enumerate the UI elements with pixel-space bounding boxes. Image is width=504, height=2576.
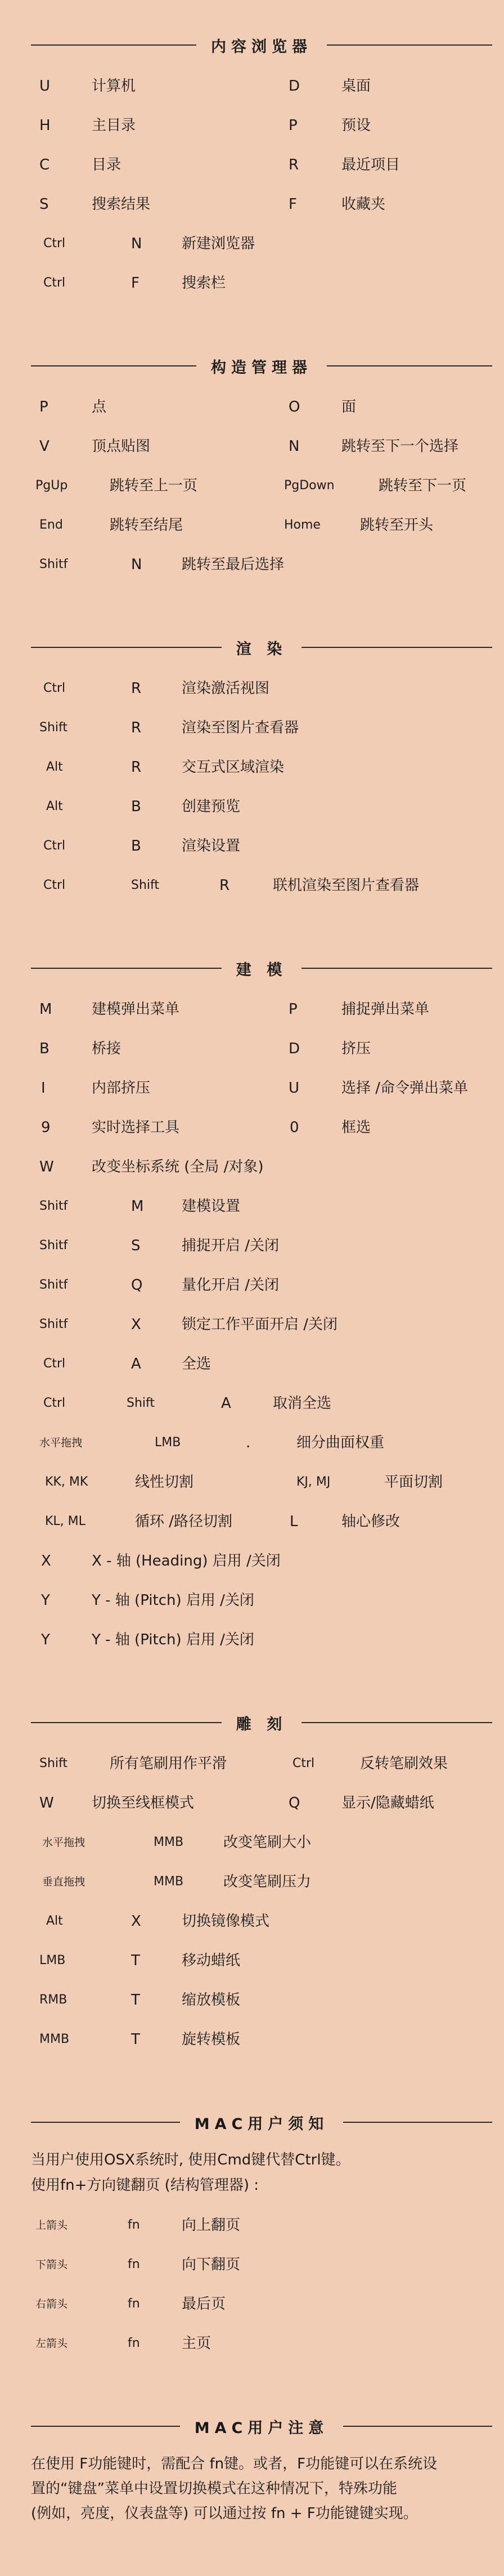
section-header-content-browser [31,31,492,59]
divider-line [343,2122,492,2123]
shortcut-row [0,1390,504,1416]
shortcut-action: 捕捉弹出菜单 [341,1001,430,1018]
divider-line [343,2426,492,2427]
shortcut-key: . [246,1434,251,1451]
shortcut-row [0,1272,504,1298]
shortcut-key: 水平拖拽 [39,1437,83,1449]
shortcut-action: 计算机 [92,78,136,95]
shortcut-action: 改变笔刷大小 [223,1834,312,1851]
shortcut-key: P [289,117,298,134]
shortcut-action: 预设 [341,117,371,134]
shortcut-action: 改变笔刷压力 [223,1873,312,1890]
shortcut-action: 渲染设置 [182,838,241,855]
shortcut-key: Ctrl [43,1357,66,1371]
shortcut-key: P [39,399,48,415]
shortcut-key: R [219,877,230,894]
shortcut-action: 线性切割 [135,1474,194,1491]
shortcut-action: 向上翻页 [182,2217,241,2234]
shortcut-key: Ctrl [43,236,66,251]
divider-line [302,647,492,648]
divider-line [327,44,492,46]
shortcut-key: Shift [39,721,68,735]
divider-line [31,2122,180,2123]
shortcut-action: 最近项目 [341,156,400,173]
shortcut-key: 左箭头 [35,2337,68,2350]
shortcut-key: 上箭头 [35,2219,68,2231]
shortcut-row [0,552,504,578]
shortcut-action: 内部挤压 [92,1080,151,1097]
shortcut-key: Home [284,518,321,532]
shortcut-row [0,833,504,859]
divider-line [31,365,196,366]
section-title: 内容浏览器 [211,38,312,56]
shortcut-key: RMB [39,1993,68,2007]
shortcut-action: 跳转至最后选择 [182,556,285,573]
shortcut-action: 桌面 [341,78,371,95]
shortcut-key: L [290,1513,298,1530]
shortcut-key: 9 [41,1119,51,1136]
shortcut-row [0,113,504,138]
shortcut-key: Shitf [39,557,68,571]
shortcut-row [0,73,504,99]
shortcut-key: R [131,680,142,697]
note-paragraph: 当用户使用OSX系统时, 使用Cmd键代替Ctrl键。 [31,2152,350,2168]
shortcut-action: 改变坐标系统 (全局 /对象) [92,1159,264,1175]
shortcut-row [0,2027,504,2052]
shortcut-action: 切换镜像模式 [182,1913,270,1930]
shortcut-row [0,2252,504,2278]
shortcut-action: 捕捉开启 /关闭 [182,1237,280,1254]
shortcut-action: 面 [341,399,357,415]
shortcut-key: fn [128,2336,140,2350]
shortcut-key: 下箭头 [35,2259,68,2271]
shortcut-row [0,1751,504,1777]
section-title: 渲 染 [236,640,287,658]
shortcut-key: Shift [131,878,160,892]
shortcut-action: 选择 /命令弹出菜单 [341,1080,469,1097]
shortcut-action: 联机渲染至图片查看器 [273,877,420,894]
shortcut-action: 所有笔刷用作平滑 [110,1755,227,1772]
shortcut-key: P [289,1001,298,1018]
shortcut-key: I [41,1080,46,1097]
shortcut-key: Alt [46,1914,63,1928]
shortcut-row [0,270,504,296]
note-paragraph: 在使用 F功能键时，需配合 fn键。或者，F功能键可以在系统设 [31,2456,438,2472]
divider-line [302,1722,492,1723]
shortcut-action: 实时选择工具 [92,1119,180,1136]
shortcut-row [0,152,504,178]
shortcut-key: U [39,78,51,95]
shortcut-action: 点 [92,399,107,415]
shortcut-action: 跳转至上一页 [110,477,198,494]
shortcut-row [0,1830,504,1855]
shortcut-key: Shift [39,1756,68,1770]
shortcut-key: 垂直拖拽 [42,1876,86,1888]
shortcut-key: A [221,1395,231,1412]
divider-line [31,1722,222,1723]
shortcut-action: 全选 [182,1356,212,1372]
shortcut-key: Alt [46,799,63,813]
section-title: 雕 刻 [236,1715,287,1733]
shortcut-key: D [289,1040,300,1057]
shortcut-action: 渲染激活视图 [182,680,270,697]
shortcut-row [0,1869,504,1895]
shortcut-key: fn [128,2218,140,2232]
shortcut-action: 跳转至开头 [360,517,434,534]
shortcut-row [0,676,504,701]
shortcut-key: B [39,1040,50,1057]
shortcut-action: 平面切割 [384,1474,443,1491]
shortcut-key: O [289,399,300,415]
section-header-mac-tips [31,2108,492,2136]
shortcut-row [0,1154,504,1180]
shortcut-key: S [39,196,49,213]
shortcut-action: 主页 [182,2335,212,2352]
shortcut-action: 向下翻页 [182,2256,241,2273]
shortcut-row [0,1430,504,1456]
shortcut-key: Ctrl [43,276,66,290]
shortcut-row [0,1193,504,1219]
shortcut-action: Y - 轴 (Pitch) 启用 /关闭 [92,1631,254,1648]
shortcut-row [0,473,504,499]
shortcut-key: U [289,1080,300,1097]
shortcut-row [0,1312,504,1338]
shortcut-row [0,1351,504,1377]
shortcut-key: M [131,1198,144,1215]
shortcut-action: 渲染至图片查看器 [182,719,299,736]
shortcut-key: F [131,275,140,292]
shortcut-row [0,1509,504,1535]
note-paragraph: 置的“键盘”菜单中设置切换模式在这种情况下，特殊功能 [31,2480,397,2497]
shortcut-key: A [131,1356,141,1372]
shortcut-key: R [131,719,142,736]
shortcut-row [0,1948,504,1974]
shortcut-key: Q [289,1795,300,1812]
shortcut-row [0,873,504,898]
shortcut-row [0,996,504,1022]
divider-line [327,365,492,366]
note-paragraph: 使用fn+方向键翻页 (结构管理器) : [31,2177,259,2194]
shortcut-key: Shift [127,1396,155,1410]
shortcut-key: S [131,1237,141,1254]
shortcut-key: KL, ML [45,1514,86,1528]
shortcut-key: Q [131,1277,143,1294]
shortcut-row [0,394,504,420]
shortcut-key: V [39,438,50,455]
shortcut-key: R [131,759,142,776]
shortcut-key: Ctrl [292,1756,315,1770]
section-title: 建 模 [236,961,287,979]
shortcut-key: T [131,2031,140,2048]
shortcut-row [0,1233,504,1259]
shortcut-action: 细分曲面权重 [296,1434,385,1451]
shortcut-key: N [289,438,300,455]
section-header-mac-notes [31,2412,492,2440]
shortcut-row [0,1469,504,1495]
shortcut-action: 顶点贴图 [92,438,151,455]
shortcut-row [0,1987,504,2013]
shortcut-action: Y - 轴 (Pitch) 启用 /关闭 [92,1592,254,1609]
section-title: MAC用户注意 [194,2419,329,2437]
shortcut-key: Shitf [39,1238,68,1253]
shortcut-key: X [131,1316,141,1333]
shortcut-row [0,1908,504,1934]
shortcut-action: 锁定工作平面开启 /关闭 [182,1316,338,1333]
shortcut-action: 跳转至下一页 [379,477,467,494]
shortcut-action: 取消全选 [273,1395,332,1412]
shortcut-action: 显示/隐藏蜡纸 [341,1795,434,1812]
shortcut-key: End [39,518,63,532]
shortcut-action: 主目录 [92,117,136,134]
shortcut-action: 旋转模板 [182,2031,241,2048]
shortcut-row [0,1036,504,1062]
shortcut-key: Ctrl [43,1396,66,1410]
shortcut-key: H [39,117,51,134]
shortcut-action: 轴心修改 [341,1513,400,1530]
shortcut-row [0,794,504,820]
shortcut-row [0,715,504,741]
shortcut-action: 建模设置 [182,1198,241,1215]
shortcut-action: 创建预览 [182,798,241,815]
shortcut-action: 反转笔刷效果 [360,1755,448,1772]
shortcut-key: B [131,798,141,815]
shortcut-key: N [131,556,142,573]
shortcut-key: Y [41,1592,50,1609]
shortcut-key: T [131,1992,140,2009]
shortcut-action: 最后页 [182,2296,226,2313]
section-header-sculpt [31,1709,492,1737]
shortcut-action: 移动蜡纸 [182,1952,241,1969]
divider-line [31,647,222,648]
shortcut-action: 挤压 [341,1040,371,1057]
shortcut-key: D [289,78,300,95]
shortcut-row [0,2212,504,2238]
shortcut-key: 水平拖拽 [42,1836,86,1849]
shortcut-action: 搜索结果 [92,196,151,213]
shortcut-row [0,1627,504,1653]
section-header-modeling [31,954,492,982]
shortcut-row [0,1548,504,1574]
shortcut-row [0,1075,504,1101]
shortcut-row [0,1115,504,1141]
shortcut-key: Ctrl [43,839,66,853]
divider-line [31,44,196,46]
shortcut-action: 框选 [341,1119,371,1136]
shortcut-action: X - 轴 (Heading) 启用 /关闭 [92,1553,281,1569]
shortcut-key: Alt [46,760,63,774]
shortcut-row [0,2291,504,2317]
shortcut-key: fn [128,2257,140,2271]
shortcut-action: 量化开启 /关闭 [182,1277,280,1294]
shortcut-key: C [39,156,50,173]
shortcut-key: MMB [39,2032,70,2046]
shortcut-row [0,2331,504,2356]
shortcut-key: Shitf [39,1317,68,1331]
shortcut-action: 交互式区域渲染 [182,759,285,776]
shortcut-action: 跳转至结尾 [110,517,183,534]
divider-line [31,2426,180,2427]
shortcut-key: Shitf [39,1199,68,1213]
shortcut-key: F [289,196,297,213]
shortcut-key: 0 [290,1119,299,1136]
shortcut-row [0,191,504,217]
divider-line [302,968,492,969]
shortcut-key: X [131,1913,141,1930]
shortcut-action: 收藏夹 [341,196,386,213]
shortcut-row [0,1790,504,1816]
shortcut-key: W [39,1159,54,1175]
shortcut-key: KK, MK [45,1475,88,1489]
shortcut-key: LMB [39,1953,66,1967]
section-header-structure-manager [31,352,492,380]
shortcut-row [0,512,504,538]
shortcut-key: Ctrl [43,681,66,695]
shortcut-action: 桥接 [92,1040,122,1057]
shortcut-key: B [131,838,141,855]
divider-line [31,968,222,969]
shortcut-action: 建模弹出菜单 [92,1001,180,1018]
shortcut-key: KJ, MJ [296,1475,331,1489]
shortcut-key: T [131,1952,140,1969]
shortcut-key: Ctrl [43,878,66,892]
shortcut-key: PgUp [35,478,68,493]
shortcut-action: 搜索栏 [182,275,226,292]
note-paragraph: (例如，亮度，仪表盘等) 可以通过按 fn + F功能键键实现。 [31,2505,418,2522]
shortcut-key: W [39,1795,54,1812]
section-header-render [31,633,492,661]
shortcut-key: X [41,1553,51,1569]
shortcut-key: MMB [154,1835,184,1849]
shortcut-action: 目录 [92,156,122,173]
shortcut-action: 切换至线框模式 [92,1795,195,1812]
shortcut-action: 跳转至下一个选择 [341,438,459,455]
shortcut-key: Shitf [39,1278,68,1292]
shortcut-key: 右箭头 [35,2298,68,2310]
section-title: 构造管理器 [211,359,312,377]
shortcut-key: PgDown [284,478,335,493]
shortcut-key: Y [41,1631,50,1648]
shortcut-key: fn [128,2297,140,2311]
shortcut-key: LMB [155,1435,181,1450]
shortcut-action: 缩放模板 [182,1992,241,2009]
shortcut-row [0,754,504,780]
shortcut-key: R [289,156,299,173]
shortcut-key: N [131,235,142,252]
shortcut-key: MMB [154,1875,184,1889]
shortcut-key: M [39,1001,52,1018]
shortcut-row [0,231,504,257]
shortcut-row [0,1587,504,1613]
shortcut-action: 新建浏览器 [182,235,255,252]
section-title: MAC用户须知 [194,2115,329,2133]
shortcut-row [0,433,504,459]
shortcut-action: 循环 /路径切割 [135,1513,233,1530]
